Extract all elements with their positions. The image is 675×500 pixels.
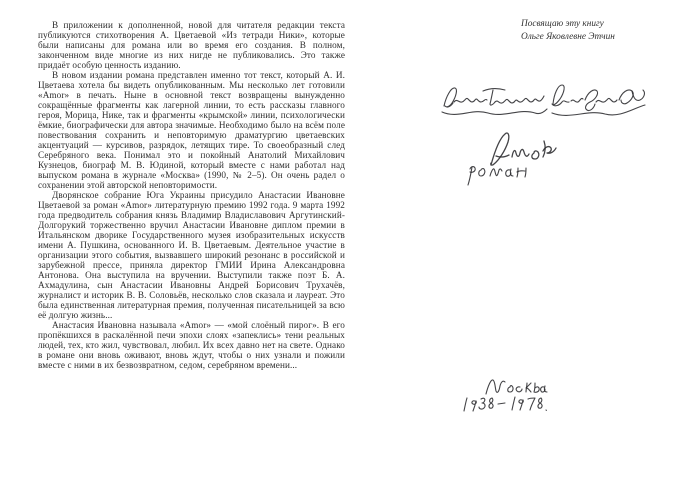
dedication bbox=[521, 18, 615, 43]
right-page bbox=[360, 0, 675, 500]
paragraph-4: Анастасия Ивановна называла «Amor» — «мой слоёный пирог». В его пропёкшихся в раскалённой печи эпохи слоях «запеклись» тени реальных людей, тех, кто жил, чувствовал, любил. Их всех давно нет на свете. Однако в романе они вновь оживают, вновь ждут, чтобы о них узнали и пожили вместе с ними в их безвозвратном, седом, серебряном времени... bbox=[38, 320, 345, 370]
paragraph-1: В приложении к дополненной, новой для читателя редакции текста публикуются стихотворения А. Цветаевой «Из тетради Ники», которые были написаны для романа или во время его создания. В полном, законченном виде многие из них нигде не публиковались. Это также придаёт особую ценность изданию. bbox=[38, 20, 345, 70]
genre-roman-handwriting bbox=[462, 157, 534, 191]
paragraph-3: Дворянское собрание Юга Украины присудило Анастасии Ивановне Цветаевой за роман «Amor» литературную премию 1992 года. 9 марта 1992 года предводитель собрания князь Владимир Владиславович Аргутинский-Долгорукий торжественно вручил Анастасии Ивановне диплом премии в Итальянском дворике Государственного музея изобразительных искусств имени А. Пушкина, основанного И. В. Цветаевым. Деятельное участие в организации этого события, вызвавшего широкий резонанс в российской и зарубежной прессе, приняла директор ГМИИ Ирина Александровна Антонова. Она выступила на вручении. Выступили также поэт Б. А. Ахмадулина, сын Анастасии Ивановны Андрей Борисович Трухачёв, журналист и историк В. В. Соловьёв, несколько слов сказала и лауреат. Это была единственная литературная премия, полученная писательницей за всю её долгую жизнь... bbox=[38, 190, 345, 320]
body-text bbox=[38, 20, 345, 370]
years-handwriting bbox=[455, 393, 549, 419]
dedication-line-1: Посвящаю эту книгу bbox=[521, 19, 604, 29]
dedication-line-2: Ольге Яковлевне Этчин bbox=[521, 31, 615, 42]
author-signature-handwriting bbox=[438, 77, 650, 123]
paragraph-2: В новом издании романа представлен именно тот текст, который А. И. Цветаева хотела бы видеть опубликованным. Мы несколько лет готовили «Amor» в печать. Ныне в основной текст возвращены вынужденно сокращённые фрагменты как лагерной линии, то есть рассказы главного героя, Морица, Нике, так и фрагменты «крымской» линии, психологически ёмкие, биографически для автора значимые. Необходимо было на всём поле повествования сохранить и неповторимую драматургию цветаевских акцентуаций — курсивов, разрядок, летящих тире. То своеобразный след Серебряного века. Понимал это и покойный Анатолий Михайлович Кузнецов, биограф М. В. Юдиной, который вместе с нами работал над выпуском романа в журнале «Москва» (1990, № 2–5). Он очень радел о сохранении этой авторской неповторимости. bbox=[38, 70, 345, 190]
